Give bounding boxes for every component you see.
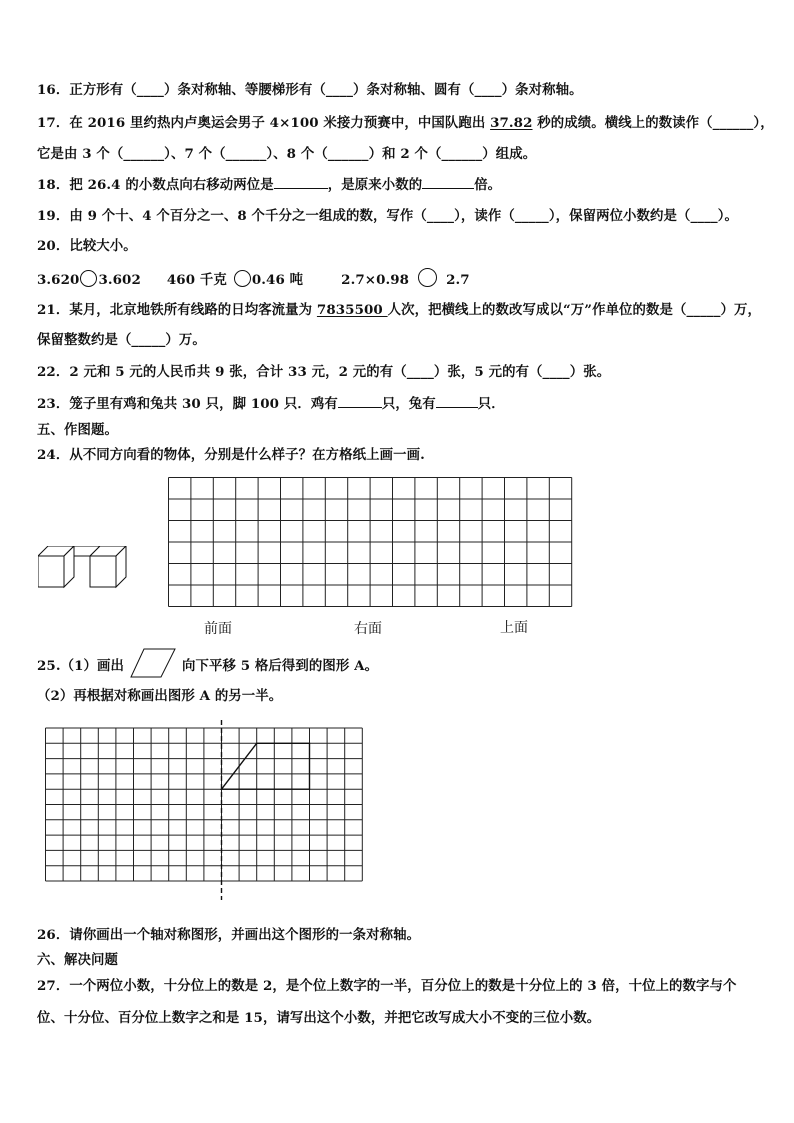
label-right-view: 右面 xyxy=(354,621,382,637)
drawing-grid-symmetry[interactable] xyxy=(44,720,368,900)
question-25-part-1 xyxy=(37,648,378,678)
compare-b-right: 0.46 吨 xyxy=(251,272,304,288)
answer-blank[interactable] xyxy=(422,176,474,189)
question-23-text-c: 只． xyxy=(477,396,505,412)
question-25-part-2: （2）再根据对称画出图形 A 的另一半。 xyxy=(37,688,283,704)
question-18-text-b: ，是原来小数的 xyxy=(327,177,423,193)
compare-circle[interactable] xyxy=(80,270,97,287)
compare-b-left: 460 千克 xyxy=(166,272,227,288)
question-18 xyxy=(37,176,501,194)
label-front-view: 前面 xyxy=(204,621,232,637)
compare-c-left: 2.7×0.98 xyxy=(341,272,410,288)
compare-a-right: 3.602 xyxy=(98,272,141,288)
question-23-text-a: 23．笼子里有鸡和兔共 30 只，脚 100 只．鸡有 xyxy=(37,396,338,412)
question-18-text-c: 倍。 xyxy=(474,177,502,193)
drawing-grid-views[interactable] xyxy=(167,476,577,608)
answer-blank[interactable] xyxy=(338,395,382,408)
cube-front-face xyxy=(90,556,116,587)
question-19: 19．由 9 个十、4 个百分之一、8 个千分之一组成的数，写作（____），读作（_____），保留两位小数约是（____）。 xyxy=(37,208,738,224)
question-22: 22．2 元和 5 元的人民币共 9 张，合计 33 元，2 元的有（____）张，5 元的有（____）张。 xyxy=(37,364,611,380)
question-27: 27．一个两位小数，十分位上的数是 2，是个位上数字的一半，百分位上的数是十分位上的 3 倍，十位上的数字与个 xyxy=(37,978,737,994)
compare-c-right: 2.7 xyxy=(446,272,470,288)
question-23 xyxy=(37,395,505,413)
cube-front-face xyxy=(38,556,64,587)
compare-circle[interactable] xyxy=(418,268,437,287)
answer-blank[interactable] xyxy=(436,395,478,408)
question-17-line-2: 它是由 3 个（______）、7 个（______）、8 个（______）和 2 个（______）组成。 xyxy=(37,146,537,162)
question-17-text-b: 秒的成绩。横线上的数读作（______）， xyxy=(532,115,774,131)
cube-figure xyxy=(38,546,134,590)
compare-circle[interactable] xyxy=(234,270,251,287)
question-25-text-b: 向下平移 5 格后得到的图形 A。 xyxy=(181,658,379,674)
question-18-text-a: 18．把 26.4 的小数点向右移动两位是 xyxy=(37,177,274,193)
compare-a-left: 3.620 xyxy=(37,272,80,288)
question-21-text-a: 21．某月，北京地铁所有线路的日均客流量为 xyxy=(37,302,317,318)
parallelogram-icon xyxy=(130,648,176,678)
question-21-underlined-number: 7835500 xyxy=(316,302,388,318)
question-23-text-b: 只，兔有 xyxy=(381,396,436,412)
question-21-line-2: 保留整数约是（_____）万。 xyxy=(37,332,206,348)
question-27-line-2: 位、十分位、百分位上数字之和是 15，请写出这个小数，并把它改写成大小不变的三位小数。 xyxy=(37,1010,601,1026)
answer-blank[interactable] xyxy=(274,176,328,189)
question-24: 24．从不同方向看的物体，分别是什么样子？在方格纸上画一画. xyxy=(37,447,425,463)
section-5-heading: 五、作图题。 xyxy=(37,422,118,438)
question-17 xyxy=(37,114,774,132)
half-shape xyxy=(222,743,310,789)
question-26: 26．请你画出一个轴对称图形，并画出这个图形的一条对称轴。 xyxy=(37,927,421,943)
question-17-underlined-number: 37.82 xyxy=(490,115,533,131)
question-17-text-a: 17．在 2016 里约热内卢奥运会男子 4×100 米接力预赛中，中国队跑出 xyxy=(37,115,491,131)
question-25-text-a: 25.（1）画出 xyxy=(37,658,124,674)
question-21 xyxy=(37,301,761,319)
question-21-text-b: 人次，把横线上的数改写成以“万”作单位的数是（_____）万， xyxy=(387,302,761,318)
question-20: 20．比较大小。 xyxy=(37,238,137,254)
label-top-view: 上面 xyxy=(500,620,528,636)
question-20-comparisons xyxy=(37,268,470,289)
question-16: 16．正方形有（____）条对称轴、等腰梯形有（____）条对称轴、圆有（____）条对称轴。 xyxy=(37,82,583,98)
section-6-heading: 六、解决问题 xyxy=(37,952,118,968)
